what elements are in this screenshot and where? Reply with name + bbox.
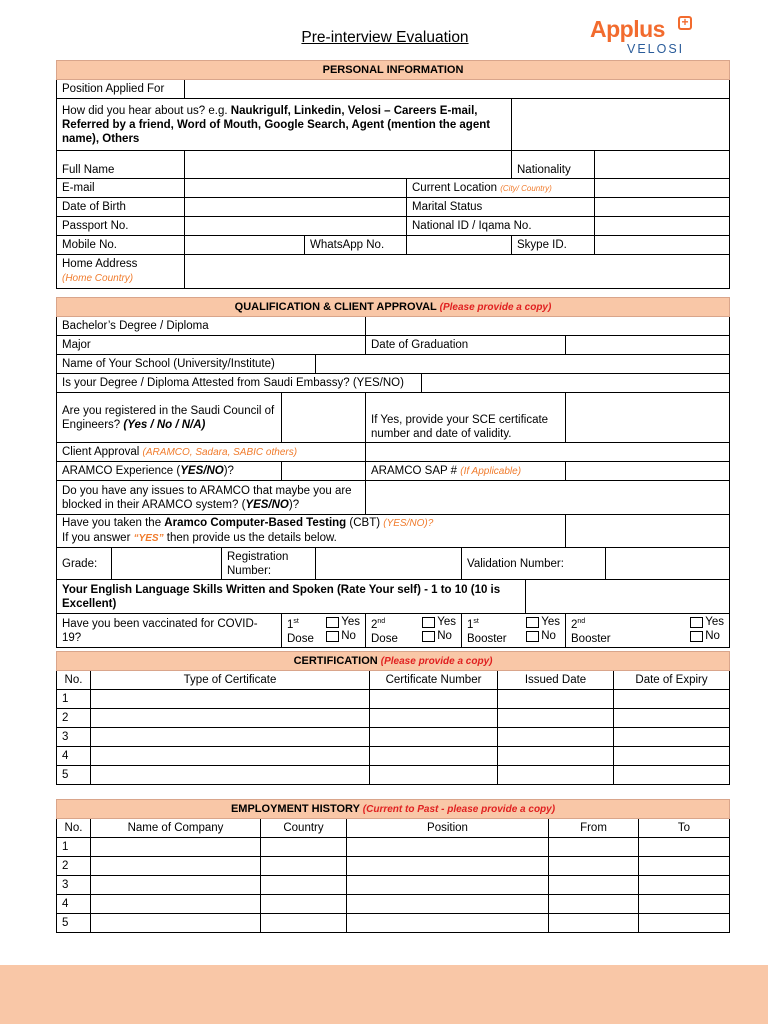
- row-number: 1: [57, 690, 91, 709]
- aramco-exp-field[interactable]: [282, 462, 366, 481]
- booster1-label: 1st Booster: [467, 618, 507, 645]
- grad-date-field[interactable]: [566, 336, 730, 355]
- cell-field[interactable]: [91, 747, 370, 766]
- email-field[interactable]: [185, 179, 407, 198]
- qualification-table: [56, 297, 730, 648]
- qualification-header: QUALIFICATION & CLIENT APPROVAL (Please provide a copy): [57, 298, 730, 317]
- covid-label: Have you been vaccinated for COVID-19?: [57, 614, 282, 648]
- cell-field[interactable]: [261, 876, 347, 895]
- dose2-options: Yes No: [422, 615, 456, 646]
- cell-field[interactable]: [347, 857, 549, 876]
- nationality-field[interactable]: [595, 151, 730, 179]
- cell-field[interactable]: [639, 876, 730, 895]
- national-id-label: National ID / Iqama No.: [407, 217, 595, 236]
- sce-answer-field[interactable]: [282, 393, 366, 443]
- certification-header: CERTIFICATION (Please provide a copy): [57, 652, 730, 671]
- grad-date-label: Date of Graduation: [366, 336, 566, 355]
- cell-field[interactable]: [91, 857, 261, 876]
- skype-label: Skype ID.: [512, 236, 595, 255]
- covid-dose1: [282, 614, 366, 648]
- row-number: 4: [57, 747, 91, 766]
- cell-field[interactable]: [91, 766, 370, 785]
- cell-field[interactable]: [347, 838, 549, 857]
- emp-col-from: From: [549, 819, 639, 838]
- cell-field[interactable]: [549, 838, 639, 857]
- employment-history-section: [56, 799, 729, 933]
- grade-label: Grade:: [57, 548, 112, 580]
- cell-field[interactable]: [347, 876, 549, 895]
- dose1-yes-checkbox[interactable]: [326, 617, 339, 628]
- mobile-field[interactable]: [185, 236, 305, 255]
- whatsapp-label: WhatsApp No.: [305, 236, 407, 255]
- booster1-options: Yes No: [526, 615, 560, 646]
- table-row: [57, 747, 730, 766]
- row-number: 3: [57, 876, 91, 895]
- full-name-field[interactable]: [185, 151, 512, 179]
- table-row: [57, 728, 730, 747]
- marital-label: Marital Status: [407, 198, 595, 217]
- cell-field[interactable]: [347, 895, 549, 914]
- marital-field[interactable]: [595, 198, 730, 217]
- current-location-label: Current Location (City/ Country): [407, 179, 595, 198]
- cell-field[interactable]: [549, 914, 639, 933]
- degree-label: Bachelor’s Degree / Diploma: [57, 317, 366, 336]
- cell-field[interactable]: [639, 914, 730, 933]
- hear-about-label: How did you hear about us? e.g. Naukrigulf, Linkedin, Velosi – Careers E-mail, Referred by a friend, Word of Mouth, Google Search, Agent (mention the agent name), Others: [57, 99, 512, 151]
- cell-field[interactable]: [91, 690, 370, 709]
- table-row: [57, 766, 730, 785]
- table-row: [57, 857, 730, 876]
- row-number: 4: [57, 895, 91, 914]
- cell-field[interactable]: [370, 766, 498, 785]
- row-number: 2: [57, 857, 91, 876]
- cert-col-number: Certificate Number: [370, 671, 498, 690]
- cell-field[interactable]: [370, 690, 498, 709]
- personal-information-table: [56, 60, 730, 289]
- logo-plus-icon: +: [678, 16, 692, 30]
- hear-about-field[interactable]: [512, 99, 730, 151]
- table-row: [57, 838, 730, 857]
- personal-header: PERSONAL INFORMATION: [57, 61, 730, 80]
- dose1-options: Yes No: [326, 615, 360, 646]
- row-number: 5: [57, 766, 91, 785]
- table-row: [57, 895, 730, 914]
- booster1-no-checkbox[interactable]: [526, 631, 539, 642]
- table-row: [57, 709, 730, 728]
- school-field[interactable]: [316, 355, 730, 374]
- home-address-field[interactable]: [185, 255, 730, 289]
- emp-col-country: Country: [261, 819, 347, 838]
- booster2-no-checkbox[interactable]: [690, 631, 703, 642]
- covid-dose2: [366, 614, 462, 648]
- aramco-exp-label: ARAMCO Experience (YES/NO)?: [57, 462, 282, 481]
- row-number: 5: [57, 914, 91, 933]
- row-number: 3: [57, 728, 91, 747]
- table-row: [57, 914, 730, 933]
- cell-field[interactable]: [614, 747, 730, 766]
- dob-label: Date of Birth: [57, 198, 185, 217]
- cell-field[interactable]: [91, 728, 370, 747]
- row-number: 2: [57, 709, 91, 728]
- sce-question: Are you registered in the Saudi Council of Engineers? (Yes / No / N/A): [57, 393, 282, 443]
- qualification-section: [56, 297, 729, 648]
- mobile-label: Mobile No.: [57, 236, 185, 255]
- logo-sub: VELOSI: [627, 42, 685, 56]
- cbt-field[interactable]: [566, 515, 730, 548]
- aramco-sap-field[interactable]: [566, 462, 730, 481]
- email-label: E-mail: [57, 179, 185, 198]
- nationality-label: Nationality: [512, 151, 595, 179]
- cell-field[interactable]: [261, 838, 347, 857]
- registration-label: Registration Number:: [222, 548, 316, 580]
- cell-field[interactable]: [498, 709, 614, 728]
- cell-field[interactable]: [91, 895, 261, 914]
- blocked-field[interactable]: [366, 481, 730, 515]
- skype-field[interactable]: [595, 236, 730, 255]
- cbt-question: Have you taken the Aramco Computer-Based Testing (CBT) (YES/NO)? If you answer “YES” then provide us the details below.: [57, 515, 566, 548]
- home-address-label: Home Address (Home Country): [57, 255, 185, 289]
- cell-field[interactable]: [614, 728, 730, 747]
- employment-header: EMPLOYMENT HISTORY (Current to Past - please provide a copy): [57, 800, 730, 819]
- employment-header-row: [57, 819, 730, 838]
- grade-field[interactable]: [112, 548, 222, 580]
- aramco-sap-label: ARAMCO SAP # (If Applicable): [366, 462, 566, 481]
- cell-field[interactable]: [370, 747, 498, 766]
- table-row: [57, 690, 730, 709]
- attested-label: Is your Degree / Diploma Attested from Saudi Embassy? (YES/NO): [57, 374, 422, 393]
- position-label: Position Applied For: [57, 80, 185, 99]
- booster2-label: 2nd Booster: [571, 618, 611, 645]
- sce-details-field[interactable]: [566, 393, 730, 443]
- footer-band: [0, 965, 768, 1024]
- current-location-field[interactable]: [595, 179, 730, 198]
- personal-information-section: [56, 60, 729, 289]
- emp-col-company: Name of Company: [91, 819, 261, 838]
- table-row: [57, 876, 730, 895]
- cell-field[interactable]: [498, 766, 614, 785]
- degree-field[interactable]: [366, 317, 730, 336]
- cell-field[interactable]: [639, 838, 730, 857]
- emp-col-no: No.: [57, 819, 91, 838]
- major-label: Major: [57, 336, 366, 355]
- passport-label: Passport No.: [57, 217, 185, 236]
- english-label: Your English Language Skills Written and Spoken (Rate Your self) - 1 to 10 (10 is Excellent): [57, 580, 526, 614]
- cell-field[interactable]: [91, 838, 261, 857]
- full-name-label: Full Name: [57, 151, 185, 179]
- cell-field[interactable]: [639, 895, 730, 914]
- cell-field[interactable]: [261, 895, 347, 914]
- sce-details-label: If Yes, provide your SCE certificate number and date of validity.: [366, 393, 566, 443]
- employment-history-table: [56, 799, 730, 933]
- cell-field[interactable]: [91, 876, 261, 895]
- dose2-no-checkbox[interactable]: [422, 631, 435, 642]
- certification-section: [56, 651, 729, 785]
- cell-field[interactable]: [498, 728, 614, 747]
- validation-field[interactable]: [606, 548, 730, 580]
- booster1-yes-checkbox[interactable]: [526, 617, 539, 628]
- cell-field[interactable]: [614, 690, 730, 709]
- cert-col-issued: Issued Date: [498, 671, 614, 690]
- cert-col-type: Type of Certificate: [91, 671, 370, 690]
- dose1-label: 1st Dose: [287, 618, 314, 645]
- validation-label: Validation Number:: [462, 548, 606, 580]
- cell-field[interactable]: [498, 747, 614, 766]
- national-id-field[interactable]: [595, 217, 730, 236]
- dose2-yes-checkbox[interactable]: [422, 617, 435, 628]
- emp-col-position: Position: [347, 819, 549, 838]
- passport-field[interactable]: [185, 217, 407, 236]
- dob-field[interactable]: [185, 198, 407, 217]
- cell-field[interactable]: [549, 876, 639, 895]
- cell-field[interactable]: [549, 895, 639, 914]
- english-field[interactable]: [526, 580, 730, 614]
- position-field[interactable]: [185, 80, 730, 99]
- cell-field[interactable]: [91, 709, 370, 728]
- cell-field[interactable]: [91, 914, 261, 933]
- covid-booster2: [566, 614, 730, 648]
- cert-col-expiry: Date of Expiry: [614, 671, 730, 690]
- cell-field[interactable]: [370, 709, 498, 728]
- client-approval-label: Client Approval (ARAMCO, Sadara, SABIC others): [57, 443, 366, 462]
- client-approval-field[interactable]: [366, 443, 730, 462]
- page-title: Pre-interview Evaluation: [301, 29, 469, 46]
- covid-booster1: [462, 614, 566, 648]
- logo-brand: Applus: [590, 16, 665, 42]
- cell-field[interactable]: [614, 709, 730, 728]
- whatsapp-field[interactable]: [407, 236, 512, 255]
- dose1-no-checkbox[interactable]: [326, 631, 339, 642]
- dose2-label: 2nd Dose: [371, 618, 398, 645]
- emp-col-to: To: [639, 819, 730, 838]
- booster2-yes-checkbox[interactable]: [690, 617, 703, 628]
- booster2-options: Yes No: [690, 615, 724, 646]
- registration-field[interactable]: [316, 548, 462, 580]
- cell-field[interactable]: [347, 914, 549, 933]
- attested-field[interactable]: [422, 374, 730, 393]
- cell-field[interactable]: [639, 857, 730, 876]
- cell-field[interactable]: [614, 766, 730, 785]
- cell-field[interactable]: [549, 857, 639, 876]
- row-number: 1: [57, 838, 91, 857]
- certification-header-row: [57, 671, 730, 690]
- certification-table: [56, 651, 730, 785]
- applus-velosi-logo: [590, 14, 700, 54]
- cell-field[interactable]: [261, 857, 347, 876]
- cell-field[interactable]: [498, 690, 614, 709]
- school-label: Name of Your School (University/Institute): [57, 355, 316, 374]
- cert-col-no: No.: [57, 671, 91, 690]
- cell-field[interactable]: [261, 914, 347, 933]
- blocked-question: Do you have any issues to ARAMCO that maybe you are blocked in their ARAMCO system? (YES/NO)?: [57, 481, 366, 515]
- cell-field[interactable]: [370, 728, 498, 747]
- covid-row: [57, 614, 730, 648]
